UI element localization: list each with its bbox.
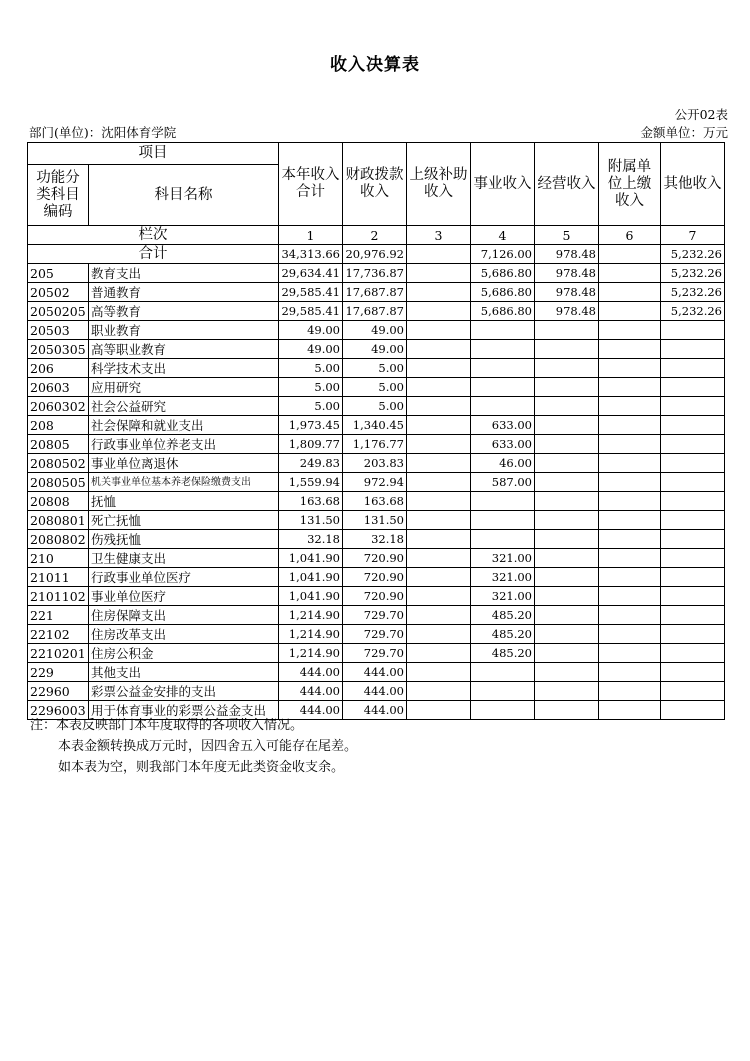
row-value: 203.83 [343,454,407,473]
row-value [407,359,471,378]
row-name: 行政事业单位医疗 [89,568,279,587]
row-value [535,663,599,682]
income-table [27,142,725,720]
row-code: 205 [28,264,89,283]
total-value [407,245,471,264]
row-value [661,473,725,492]
row-value [661,492,725,511]
row-value: 729.70 [343,625,407,644]
row-name: 职业教育 [89,321,279,340]
row-value [407,302,471,321]
header-operating: 经营收入 [535,143,599,226]
row-name: 事业单位离退休 [89,454,279,473]
header-item: 项目 [28,143,279,165]
row-value [535,454,599,473]
table-row [28,682,725,701]
row-value: 29,634.41 [279,264,343,283]
row-value: 633.00 [471,435,535,454]
note-line: 本表金额转换成万元时，因四舍五入可能存在尾差。 [58,739,358,754]
row-value: 972.94 [343,473,407,492]
row-value: 444.00 [279,663,343,682]
row-name: 机关事业单位基本养老保险缴费支出 [89,473,279,492]
row-value [661,397,725,416]
row-value [599,549,661,568]
table-row [28,454,725,473]
header-code: 功能分类科目编码 [28,165,89,226]
row-value [599,587,661,606]
row-code: 2080505 [28,473,89,492]
row-value [407,625,471,644]
table-row [28,568,725,587]
table-row [28,473,725,492]
table-row [28,492,725,511]
row-name: 卫生健康支出 [89,549,279,568]
row-code: 2080801 [28,511,89,530]
row-code: 22960 [28,682,89,701]
row-value [407,663,471,682]
row-value [599,454,661,473]
row-value [471,511,535,530]
row-value: 1,041.90 [279,568,343,587]
column-number: 6 [599,226,661,245]
row-value [535,606,599,625]
footnotes [30,715,357,778]
row-value: 729.70 [343,606,407,625]
table-row [28,625,725,644]
row-value [535,378,599,397]
row-value: 444.00 [343,682,407,701]
row-code: 229 [28,663,89,682]
row-name: 行政事业单位养老支出 [89,435,279,454]
row-name: 住房保障支出 [89,606,279,625]
row-value [661,359,725,378]
row-value [661,701,725,720]
row-value [599,701,661,720]
row-value [471,321,535,340]
row-value: 1,809.77 [279,435,343,454]
row-code: 210 [28,549,89,568]
row-value [599,682,661,701]
row-code: 2080502 [28,454,89,473]
row-name: 用于体育事业的彩票公益金支出 [89,701,279,720]
column-number: 3 [407,226,471,245]
header-superior: 上级补助收入 [407,143,471,226]
table-row [28,587,725,606]
row-value [661,378,725,397]
row-value [599,644,661,663]
row-name: 社会保障和就业支出 [89,416,279,435]
row-value [535,549,599,568]
row-value [471,530,535,549]
row-value [535,492,599,511]
row-value: 587.00 [471,473,535,492]
row-code: 221 [28,606,89,625]
header-affiliated: 附属单位上缴收入 [599,143,661,226]
table-row [28,416,725,435]
column-number: 7 [661,226,725,245]
row-value: 978.48 [535,264,599,283]
row-value: 485.20 [471,606,535,625]
row-value: 1,340.45 [343,416,407,435]
row-value [407,397,471,416]
row-value: 131.50 [343,511,407,530]
table-row [28,549,725,568]
row-value: 1,041.90 [279,549,343,568]
row-value: 249.83 [279,454,343,473]
row-value: 444.00 [279,701,343,720]
column-number: 4 [471,226,535,245]
row-value: 5,232.26 [661,283,725,302]
column-number: 1 [279,226,343,245]
row-value: 5.00 [279,359,343,378]
row-value: 1,973.45 [279,416,343,435]
row-value [661,416,725,435]
row-value [661,682,725,701]
row-name: 抚恤 [89,492,279,511]
row-name: 社会公益研究 [89,397,279,416]
row-name: 死亡抚恤 [89,511,279,530]
row-value [535,682,599,701]
row-value: 29,585.41 [279,302,343,321]
row-value [661,340,725,359]
row-value: 444.00 [343,663,407,682]
row-value: 1,559.94 [279,473,343,492]
note-line: 注：本表反映部门本年度取得的各项收入情况。 [30,718,304,733]
row-value [407,416,471,435]
row-value [407,682,471,701]
row-value: 5,232.26 [661,302,725,321]
row-code: 2050305 [28,340,89,359]
row-value [471,492,535,511]
row-value: 46.00 [471,454,535,473]
row-value: 5.00 [279,378,343,397]
row-name: 普通教育 [89,283,279,302]
header-total: 本年收入合计 [279,143,343,226]
row-value: 485.20 [471,644,535,663]
row-value [407,454,471,473]
row-value [471,378,535,397]
row-value [599,511,661,530]
row-value: 5.00 [279,397,343,416]
row-value [407,511,471,530]
row-name: 其他支出 [89,663,279,682]
row-value [661,549,725,568]
row-value [661,587,725,606]
total-value: 5,232.26 [661,245,725,264]
column-number: 2 [343,226,407,245]
row-value [535,530,599,549]
row-value: 5.00 [343,359,407,378]
table-row [28,435,725,454]
row-value [599,625,661,644]
row-code: 21011 [28,568,89,587]
total-value: 978.48 [535,245,599,264]
row-value: 32.18 [343,530,407,549]
row-name: 伤残抚恤 [89,530,279,549]
row-value [535,435,599,454]
row-code: 2101102 [28,587,89,606]
row-value: 5.00 [343,378,407,397]
row-code: 2210201 [28,644,89,663]
row-value [661,625,725,644]
row-value [599,378,661,397]
header-other: 其他收入 [661,143,725,226]
row-name: 住房公积金 [89,644,279,663]
row-value: 720.90 [343,568,407,587]
row-value [661,321,725,340]
row-value [407,701,471,720]
table-row [28,340,725,359]
row-value: 17,736.87 [343,264,407,283]
row-value [599,435,661,454]
row-value [661,663,725,682]
total-label: 合计 [28,245,279,264]
note-line: 如本表为空，则我部门本年度无此类资金收支余。 [58,760,345,775]
row-value: 5,686.80 [471,302,535,321]
row-value [535,416,599,435]
row-value [599,568,661,587]
row-value [599,416,661,435]
row-value: 5,232.26 [661,264,725,283]
row-value: 5,686.80 [471,283,535,302]
row-value: 485.20 [471,625,535,644]
table-row [28,283,725,302]
row-value: 720.90 [343,549,407,568]
total-value: 20,976.92 [343,245,407,264]
row-value [599,340,661,359]
row-value [407,549,471,568]
row-code: 2060302 [28,397,89,416]
table-row [28,530,725,549]
row-value [535,568,599,587]
row-value [661,511,725,530]
row-name: 应用研究 [89,378,279,397]
row-value [535,397,599,416]
row-name: 事业单位医疗 [89,587,279,606]
total-value: 7,126.00 [471,245,535,264]
row-name: 高等职业教育 [89,340,279,359]
row-value: 633.00 [471,416,535,435]
table-row [28,321,725,340]
row-value [599,321,661,340]
form-number: 公开02表 [674,107,728,122]
row-name: 科学技术支出 [89,359,279,378]
row-code: 20502 [28,283,89,302]
row-value [535,359,599,378]
row-value [407,283,471,302]
row-value: 444.00 [343,701,407,720]
column-number: 5 [535,226,599,245]
table-row [28,644,725,663]
row-value [471,340,535,359]
row-value [407,435,471,454]
row-value [407,264,471,283]
row-value [407,492,471,511]
row-value [535,644,599,663]
row-value [535,625,599,644]
row-code: 2296003 [28,701,89,720]
row-value: 5.00 [343,397,407,416]
row-value [599,492,661,511]
row-value [599,663,661,682]
row-value [471,701,535,720]
row-value: 978.48 [535,283,599,302]
row-value: 978.48 [535,302,599,321]
row-value: 49.00 [343,340,407,359]
page-title: 收入决算表 [330,55,420,75]
row-value [599,397,661,416]
row-value: 17,687.87 [343,283,407,302]
row-value [407,587,471,606]
row-value: 49.00 [279,321,343,340]
row-value [407,644,471,663]
table-row [28,264,725,283]
row-value: 321.00 [471,568,535,587]
row-value [407,530,471,549]
row-value [599,264,661,283]
row-value: 32.18 [279,530,343,549]
row-value: 29,585.41 [279,283,343,302]
amount-unit-label: 金额单位：万元 [640,125,728,140]
row-code: 208 [28,416,89,435]
row-code: 2050205 [28,302,89,321]
row-code: 206 [28,359,89,378]
row-value [407,340,471,359]
row-value [661,644,725,663]
total-value [599,245,661,264]
row-value [535,473,599,492]
row-value: 1,176.77 [343,435,407,454]
row-value: 1,041.90 [279,587,343,606]
row-value [407,378,471,397]
row-code: 20808 [28,492,89,511]
row-value [599,302,661,321]
row-value [661,530,725,549]
row-value: 729.70 [343,644,407,663]
total-row [28,245,725,264]
row-value [661,568,725,587]
row-value [471,663,535,682]
row-value [407,568,471,587]
row-value: 1,214.90 [279,606,343,625]
table-row [28,302,725,321]
header-fiscal: 财政拨款收入 [343,143,407,226]
row-value [599,473,661,492]
header-column-row: 栏次 [28,226,279,245]
row-value [661,435,725,454]
header-name: 科目名称 [89,165,279,226]
row-value: 163.68 [343,492,407,511]
table-row [28,511,725,530]
total-value: 34,313.66 [279,245,343,264]
row-value [599,359,661,378]
row-value [471,359,535,378]
row-code: 20603 [28,378,89,397]
row-value: 321.00 [471,549,535,568]
row-value: 163.68 [279,492,343,511]
row-value [535,321,599,340]
row-value: 1,214.90 [279,644,343,663]
row-code: 20805 [28,435,89,454]
row-value [599,283,661,302]
row-value: 444.00 [279,682,343,701]
table-row [28,397,725,416]
row-value: 5,686.80 [471,264,535,283]
row-value: 49.00 [279,340,343,359]
row-name: 教育支出 [89,264,279,283]
row-code: 20503 [28,321,89,340]
row-code: 22102 [28,625,89,644]
row-value [407,473,471,492]
row-value [407,606,471,625]
row-value: 49.00 [343,321,407,340]
row-value [661,606,725,625]
row-value [471,682,535,701]
row-value: 720.90 [343,587,407,606]
row-value: 1,214.90 [279,625,343,644]
department-label: 部门(单位)：沈阳体育学院 [29,125,177,140]
table-row [28,606,725,625]
table-row [28,359,725,378]
row-name: 高等教育 [89,302,279,321]
row-value: 131.50 [279,511,343,530]
row-value: 17,687.87 [343,302,407,321]
row-value [535,340,599,359]
row-value: 321.00 [471,587,535,606]
row-value [661,454,725,473]
header-business: 事业收入 [471,143,535,226]
row-value [535,511,599,530]
row-name: 住房改革支出 [89,625,279,644]
row-value [471,397,535,416]
row-value [599,606,661,625]
row-value [535,587,599,606]
row-name: 彩票公益金安排的支出 [89,682,279,701]
row-value [599,530,661,549]
row-code: 2080802 [28,530,89,549]
row-value [535,701,599,720]
table-row [28,378,725,397]
row-value [407,321,471,340]
table-row [28,663,725,682]
